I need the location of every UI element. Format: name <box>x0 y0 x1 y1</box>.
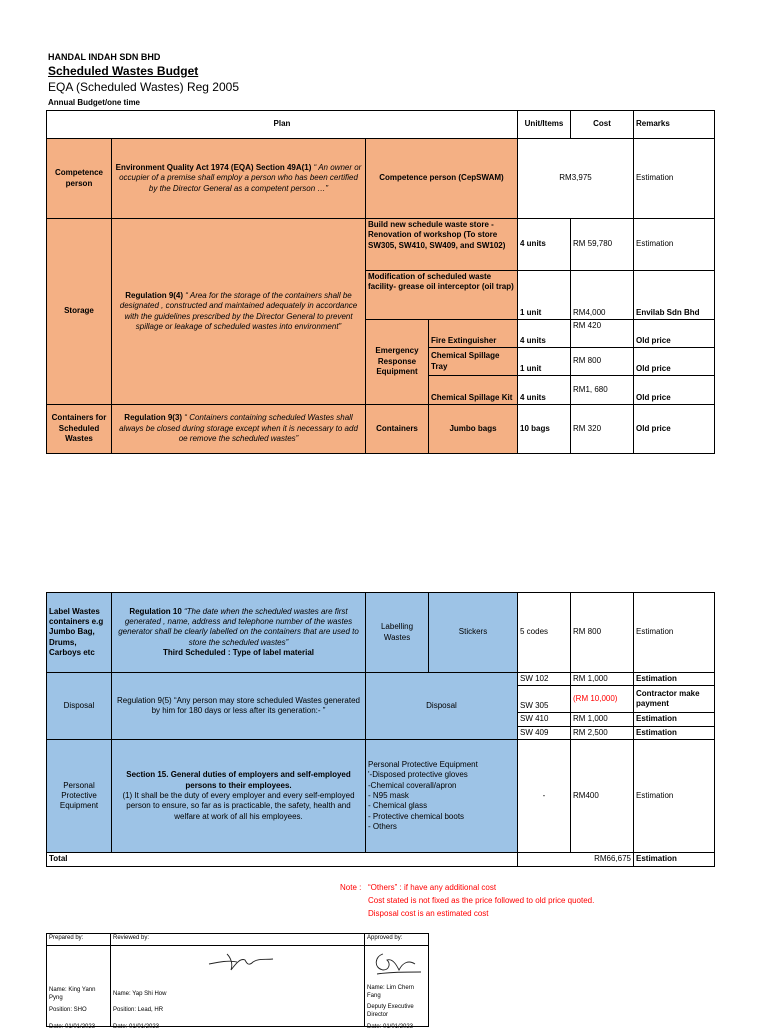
col-remarks-header: Remarks <box>634 111 715 139</box>
disposal-remarks: Estimation <box>634 726 715 739</box>
storage-build-cost: RM 59,780 <box>571 219 634 271</box>
disposal-item: Disposal <box>366 673 518 740</box>
containers-unit: 10 bags <box>518 405 571 454</box>
reviewed-date: Date: 01/01/2023 <box>113 1024 160 1030</box>
storage-build-item: Build new schedule waste store - Renovation of workshop (To store SW305, SW410, SW409, and SW102) <box>366 219 518 271</box>
col-unit-header: Unit/Items <box>518 111 571 139</box>
ppe-item: - Chemical glass <box>368 801 428 811</box>
spillage-kit-cost: RM1, 680 <box>571 376 634 405</box>
table-header-row <box>47 111 715 139</box>
competence-remarks: Estimation <box>634 139 715 219</box>
fire-extinguisher-remarks: Old price <box>634 320 715 348</box>
note-line: “Others” : if have any additional cost <box>368 883 497 892</box>
prepared-by-heading: Prepared by: <box>47 934 111 946</box>
ppe-reg-line1: Section 15. General duties of employers and self-employed persons to their employees. <box>126 770 351 790</box>
ppe-item: -Chemical coverall/apron <box>368 780 457 790</box>
table-row <box>47 673 715 686</box>
competence-reg-text: “ An owner or occupier of a premise shall employ a person who has been certified by the Director General as a competent person …” <box>119 162 362 193</box>
disposal-cost: RM 1,000 <box>571 713 634 726</box>
table-row <box>47 405 715 454</box>
signoff-table <box>46 933 429 1030</box>
approved-by-heading: Approved by: <box>365 934 429 946</box>
label-unit: 5 codes <box>518 593 571 673</box>
storage-reg-title: Regulation 9(4) <box>125 290 184 300</box>
total-remarks: Estimation <box>634 853 715 866</box>
reviewed-position: Position: Lead, HR <box>113 1007 164 1013</box>
approved-by-block <box>365 946 429 1030</box>
document-title: Scheduled Wastes Budget <box>48 64 199 78</box>
spillage-kit-remarks: Old price <box>634 376 715 405</box>
label-remarks: Estimation <box>634 593 715 673</box>
document-subtitle: EQA (Scheduled Wastes) Reg 2005 <box>48 80 239 94</box>
prepared-by-block <box>47 946 111 1030</box>
containers-reg-title: Regulation 9(3) <box>124 413 183 423</box>
spillage-kit-unit: 4 units <box>518 376 571 405</box>
disposal-remarks: Estimation <box>634 713 715 726</box>
disposal-code: SW 410 <box>518 713 571 726</box>
notes-label: Note : <box>340 883 362 892</box>
disposal-cost: RM 1,000 <box>571 673 634 686</box>
ppe-remarks: Estimation <box>634 740 715 853</box>
label-category: Label Wastes containers e.g Jumbo Bag, Drums, Carboys etc <box>47 593 112 673</box>
table-row <box>47 219 715 271</box>
containers-remarks: Old price <box>634 405 715 454</box>
col-plan-header: Plan <box>47 111 518 139</box>
spillage-tray-item: Chemical Spillage Tray <box>429 348 518 376</box>
containers-reg-text: “ Containers containing scheduled Wastes shall always be closed during storage except when it is necessary to add oe remove the scheduled wastes” <box>119 413 358 444</box>
storage-regulation <box>112 219 366 405</box>
containers-sub-item: Jumbo bags <box>429 405 518 454</box>
competence-regulation <box>112 139 366 219</box>
col-cost-header: Cost <box>571 111 634 139</box>
disposal-remarks: Contractor make payment <box>634 686 715 713</box>
ppe-item: - Protective chemical boots <box>368 811 465 821</box>
disposal-cost: RM 2,500 <box>571 726 634 739</box>
prepared-date: Date: 01/01/2023 <box>49 1024 96 1030</box>
reviewed-by-block <box>111 946 365 1030</box>
label-reg-text: “The date when the scheduled wastes are first generated , name, address and telephone number of the wastes generator shall be clearly labelled on the containers that are used to store the scheduled wastes” <box>118 606 359 647</box>
label-cost: RM 800 <box>571 593 634 673</box>
total-cost: RM66,675 <box>518 853 634 866</box>
containers-category: Containers for Scheduled Wastes <box>47 405 112 454</box>
spillage-tray-remarks: Old price <box>634 348 715 376</box>
storage-mod-item: Modification of scheduled waste facility- grease oil interceptor (oil trap) <box>366 271 518 320</box>
ppe-cost: RM400 <box>571 740 634 853</box>
disposal-code: SW 102 <box>518 673 571 686</box>
label-reg-title: Regulation 10 <box>129 606 182 616</box>
approved-date: Date: 01/01/2023 <box>367 1024 414 1030</box>
disposal-cost: (RM 10,000) <box>571 686 634 713</box>
storage-mod-cost: RM4,000 <box>571 271 634 320</box>
containers-regulation <box>112 405 366 454</box>
table-row <box>47 593 715 673</box>
annual-budget-label: Annual Budget/one time <box>48 98 140 107</box>
reviewed-by-heading: Reviewed by: <box>111 934 365 946</box>
ppe-item: - Others <box>368 822 397 832</box>
total-label: Total <box>47 853 518 866</box>
note-line: Cost stated is not fixed as the price followed to old price quoted. <box>368 896 595 905</box>
label-item: Labelling Wastes <box>366 593 429 673</box>
ppe-items <box>366 740 518 853</box>
approved-name: Name: Lim Chern Fang <box>367 985 415 999</box>
competence-category: Competence person <box>47 139 112 219</box>
budget-table-top <box>46 110 715 454</box>
spillage-tray-unit: 1 unit <box>518 348 571 376</box>
ppe-item: - N95 mask <box>368 790 409 800</box>
storage-build-remarks: Estimation <box>634 219 715 271</box>
containers-item: Containers <box>366 405 429 454</box>
fire-extinguisher-unit: 4 units <box>518 320 571 348</box>
table-row <box>47 139 715 219</box>
storage-mod-remarks: Envilab Sdn Bhd <box>634 271 715 320</box>
total-row <box>47 853 715 866</box>
ppe-regulation <box>112 740 366 853</box>
approver-signature <box>369 948 427 978</box>
disposal-remarks: Estimation <box>634 673 715 686</box>
disposal-category: Disposal <box>47 673 112 740</box>
storage-reg-text: “ Area for the storage of the containers shall be designated , constructed and maintained adequately in accordance with the guidelines prescribed by the Director General to prevent spillage or leakage of scheduled wastes into environment” <box>119 290 358 331</box>
storage-mod-unit: 1 unit <box>518 271 571 320</box>
containers-cost: RM 320 <box>571 405 634 454</box>
ppe-item: Personal Protective Equipment <box>368 759 478 769</box>
ppe-item: '-Disposed protective gloves <box>368 770 468 780</box>
emergency-equipment-label: Emergency Response Equipment <box>366 320 429 405</box>
ppe-reg-line2: (1) It shall be the duty of every employer and every self-employed person to ensure, so far as is practicable, the safety, health and welfare at work of all his employees. <box>122 790 355 821</box>
budget-table-bottom <box>46 592 715 867</box>
fire-extinguisher-cost: RM 420 <box>571 320 634 348</box>
storage-build-unit: 4 units <box>518 219 571 271</box>
storage-category: Storage <box>47 219 112 405</box>
competence-item: Competence person (CepSWAM) <box>366 139 518 219</box>
approved-position: Deputy Executive Director <box>367 1004 414 1018</box>
reviewer-signature <box>207 950 277 974</box>
label-regulation <box>112 593 366 673</box>
competence-reg-title: Environment Quality Act 1974 (EQA) Section 49A(1) <box>115 162 312 172</box>
notes <box>340 881 594 920</box>
fire-extinguisher-item: Fire Extinguisher <box>429 320 518 348</box>
reviewed-name: Name: Yap Shi How <box>113 991 167 997</box>
note-line: Disposal cost is an estimated cost <box>368 909 489 918</box>
ppe-unit: - <box>518 740 571 853</box>
spillage-kit-item: Chemical Spillage Kit <box>429 376 518 405</box>
disposal-code: SW 409 <box>518 726 571 739</box>
spillage-tray-cost: RM 800 <box>571 348 634 376</box>
prepared-name: Name: King Yann Pyng <box>49 987 96 1001</box>
disposal-code: SW 305 <box>518 686 571 713</box>
label-reg-extra: Third Scheduled : Type of label material <box>163 648 314 658</box>
label-sub-item: Stickers <box>429 593 518 673</box>
table-row <box>47 740 715 853</box>
competence-cost: RM3,975 <box>518 139 634 219</box>
disposal-regulation: Regulation 9(5) “Any person may store scheduled Wastes generated by him for 180 days or less after its generation:- ” <box>112 673 366 740</box>
prepared-position: Position: SHO <box>49 1007 87 1013</box>
company-name: HANDAL INDAH SDN BHD <box>48 52 161 62</box>
ppe-category: Personal Protective Equipment <box>47 740 112 853</box>
